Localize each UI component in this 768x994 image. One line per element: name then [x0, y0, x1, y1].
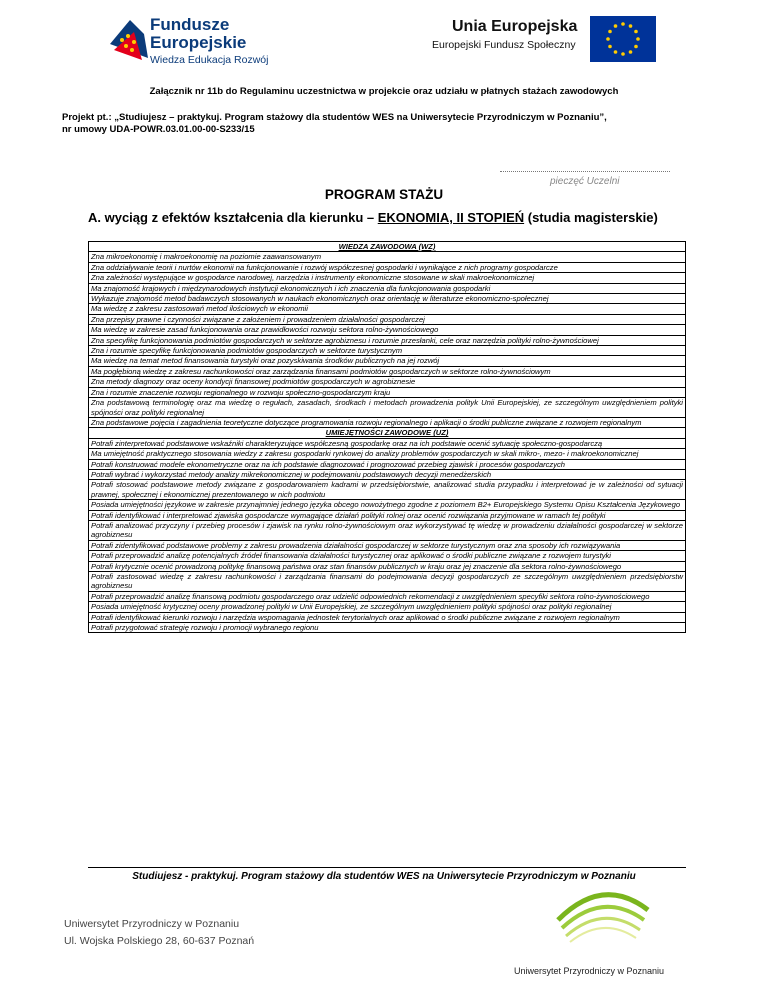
umiejetnosci-row: Potrafi stosować podstawowe metody związane z gospodarowaniem kadrami w przedsiębiorstwie, analizować studia przypadku i interpretować je w zależności od sytuacji prawnej, społecznej i ekonomicznej prezentowanego w nich podmiotu — [89, 480, 686, 500]
wiedza-row: Zna metody diagnozy oraz oceny kondycji finansowej podmiotów gospodarczych w agrobiznesie — [89, 377, 686, 387]
wiedza-row: Ma wiedzę z zakresu zastosowań metod ilościowych w ekonomii — [89, 304, 686, 314]
wiedza-row: Ma wiedzę w zakresie zasad funkcjonowania oraz prawidłowości rozwoju sektora rolno-żywnościowego — [89, 325, 686, 335]
seal-dotted-line — [500, 171, 670, 172]
up-poznan-logo — [548, 880, 658, 964]
footer-project-line: Studiujesz - praktykuj. Program stażowy dla studentów WES na Uniwersytecie Przyrodniczym w Poznaniu — [132, 871, 636, 882]
wiedza-row: Zna i rozumie znaczenie rozwoju regionalnego w rozwoju społeczno-gospodarczym kraju — [89, 387, 686, 397]
umiejetnosci-row: Posiada umiejętności językowe w zakresie przynajmniej jednego języka obcego nowożytnego zgodne z poziomem B2+ Europejskiego Systemu Opisu Kształcenia Językowego — [89, 500, 686, 510]
umiejetnosci-header: UMIEJĘTNOŚCI ZAWODOWE (UZ) — [89, 428, 686, 438]
eu-star — [606, 37, 610, 41]
umiejetnosci-row: Potrafi zinterpretować podstawowe wskaźniki charakteryzujące współczesną gospodarkę oraz na ich podstawie ocenić sytuację społeczno-gospodarczą — [89, 438, 686, 448]
annex-title: Załącznik nr 11b do Regulaminu uczestnictwa w projekcie oraz udziału w płatnych stażach zawodowych — [149, 86, 619, 97]
umiejetnosci-row: Potrafi wybrać i wykorzystać metody analizy mikrekonomicznej w podejmowaniu podstawowych decyzji menedżerskich — [89, 469, 686, 479]
eu-star — [634, 45, 638, 49]
wiedza-row: Zna podstawową terminologię oraz ma wiedzę o regułach, zasadach, środkach i metodach prowadzenia polityk Unii Europejskiej, ze szczególnym uwzględnieniem polityki spójności oraz polityki regionalnej — [89, 398, 686, 418]
eu-star — [629, 24, 633, 28]
ue-title: Unia Europejska — [452, 18, 578, 35]
umiejetnosci-row: Potrafi konstruować modele ekonometryczne oraz na ich podstawie diagnozować i prognozować przebieg zjawisk i procesów gospodarczych — [89, 459, 686, 469]
wiedza-row: Wykazuje znajomość metod badawczych stosowanych w naukach ekonomicznych oraz orientację w literaturze ekonomiczno-społecznej — [89, 294, 686, 304]
section-a-heading — [88, 210, 658, 225]
wiedza-row: Zna oddziaływanie teorii i nurtów ekonomii na funkcjonowanie i rozwój współczesnej gospodarki i wynikające z nich programy gospodarcze — [89, 262, 686, 272]
eu-star — [608, 30, 612, 34]
umiejetnosci-row: Potrafi analizować przyczyny i przebieg procesów i zjawisk na rynku rolno-żywnościowym oraz wykorzystywać tę wiedzę w prowadzeniu działalności gospodarczej w sektorze agrobiznesu — [89, 520, 686, 540]
umiejetnosci-row: Ma umiejętność praktycznego stosowania wiedzy z zakresu gospodarki rynkowej do analizy problemów gospodarczych w skali mikro-, mezo- i makroekonomicznej — [89, 449, 686, 459]
section-a-prefix: A. wyciąg z efektów kształcenia dla kierunku – — [88, 210, 378, 225]
wiedza-row: Zna podstawowe pojęcia i zagadnienia teoretyczne dotyczące programowania rozwoju regionalnego i aplikacji o środki publiczne związane z rozwojem regionalnym — [89, 417, 686, 427]
umiejetnosci-row: Potrafi krytycznie ocenić prowadzoną politykę finansową państwa oraz stan finansów publicznych w kraju oraz jej znaczenie dla sektora rolno-żywnościowego — [89, 561, 686, 571]
wiedza-row: Ma pogłębioną wiedzę z zakresu rachunkowości oraz zarządzania finansami podmiotów gospodarczych w sektorze rolno-żywnościowym — [89, 366, 686, 376]
project-title: Projekt pt.: „Studiujesz – praktykuj. Program stażowy dla studentów WES na Uniwersytecie Przyrodniczym w Poznaniu”, — [62, 112, 607, 123]
learning-outcomes-table — [88, 241, 686, 633]
eu-star — [608, 45, 612, 49]
umiejetnosci-row: Potrafi przygotować strategię rozwoju i promocji wybranego regionu — [89, 623, 686, 633]
eu-star — [634, 30, 638, 34]
eu-flag-icon — [590, 16, 656, 62]
wiedza-row: Ma wiedzę na temat metod finansowania turystyki oraz pozyskiwania środków publicznych na jej rozwój — [89, 356, 686, 366]
address-line1: Uniwersytet Przyrodniczy w Poznaniu — [64, 918, 240, 930]
footer-divider — [88, 867, 686, 868]
ue-subtitle: Europejski Fundusz Społeczny — [432, 39, 576, 51]
eu-star — [636, 37, 640, 41]
wiedza-row: Zna zależności występujące w gospodarce narodowej, narzędzia i instrumenty ekonomiczne stosowane w skali makroekonomicznej — [89, 273, 686, 283]
address-line2: Ul. Wojska Polskiego 28, 60-637 Poznań — [64, 935, 255, 947]
seal-label: pieczęć Uczelni — [550, 176, 620, 187]
wiedza-row: Zna mikroekonomię i makroekonomię na poziomie zaawansowanym — [89, 252, 686, 262]
section-a-field: EKONOMIA, II STOPIEŃ — [377, 210, 525, 225]
umiejetnosci-row: Potrafi zidentyfikować podstawowe problemy z zakresu prowadzenia działalności gospodarczej w sektorze turystycznym oraz zna sposoby ich rozwiązywania — [89, 540, 686, 550]
fe-logo-subtitle: Wiedza Edukacja Rozwój — [150, 54, 269, 66]
wiedza-row: Zna specyfikę funkcjonowania podmiotów gospodarczych w sektorze agrobiznesu i rozumie przesłanki, cele oraz narzędzia polityki rolno-żywnościowej — [89, 335, 686, 345]
eu-star — [621, 52, 625, 56]
fe-logo-line1: Fundusze — [150, 15, 230, 34]
eu-star — [614, 50, 618, 54]
eu-star — [614, 24, 618, 28]
umiejetnosci-row: Posiada umiejętność krytycznej oceny prowadzonej polityki w Unii Europejskiej, ze szczególnym uwzględnieniem polityki spójności oraz polityki regionalnej — [89, 602, 686, 612]
agreement-number: nr umowy UDA-POWR.03.01.00-00-S233/15 — [62, 124, 255, 135]
wiedza-row: Ma znajomość krajowych i międzynarodowych instytucji ekonomicznych i ich znaczenia dla funkcjonowania gospodarki — [89, 283, 686, 293]
umiejetnosci-row: Potrafi przeprowadzić analizę finansową podmiotu gospodarczego oraz udzielić odpowiednich rekomendacji z uwzględnieniem specyfiki sektora rolno-żywnościowego — [89, 591, 686, 601]
umiejetnosci-row: Potrafi identyfikować i interpretować zjawiska gospodarcze wymagające działań polityki rolnej oraz ocenić rozwiązania przyjmowane w ramach tej polityki — [89, 510, 686, 520]
wiedza-row: Zna i rozumie specyfikę funkcjonowania podmiotów gospodarczych w sektorze turystycznym — [89, 346, 686, 356]
up-logo-name: Uniwersytet Przyrodniczy w Poznaniu — [514, 966, 665, 976]
eu-star — [621, 22, 625, 26]
wiedza-row: Zna przepisy prawne i czynności związane z założeniem i prowadzeniem działalności gospodarczej — [89, 314, 686, 324]
fe-logo-line2: Europejskie — [150, 33, 247, 52]
wiedza-header: WIEDZA ZAWODOWA (WZ) — [89, 242, 686, 252]
umiejetnosci-row: Potrafi przeprowadzić analizę potencjalnych źródeł finansowania działalności turystycznej oraz aplikować o środki publiczne związane z rozwojem turystyki — [89, 551, 686, 561]
section-a-suffix: (studia magisterskie) — [524, 210, 658, 225]
umiejetnosci-row: Potrafi identyfikować kierunki rozwoju i narzędzia wspomagania jednostek terytorialnych oraz aplikować o środki publiczne związane z rozwojem regionalnym — [89, 612, 686, 622]
umiejetnosci-row: Potrafi zastosować wiedzę z zakresu rachunkowości i zarządzania finansami do podejmowania decyzji gospodarczych ze szczególnym uwzględnieniem przedsiębiorstw agrobiznesu — [89, 572, 686, 592]
program-title: PROGRAM STAŻU — [324, 187, 444, 202]
eu-star — [629, 50, 633, 54]
